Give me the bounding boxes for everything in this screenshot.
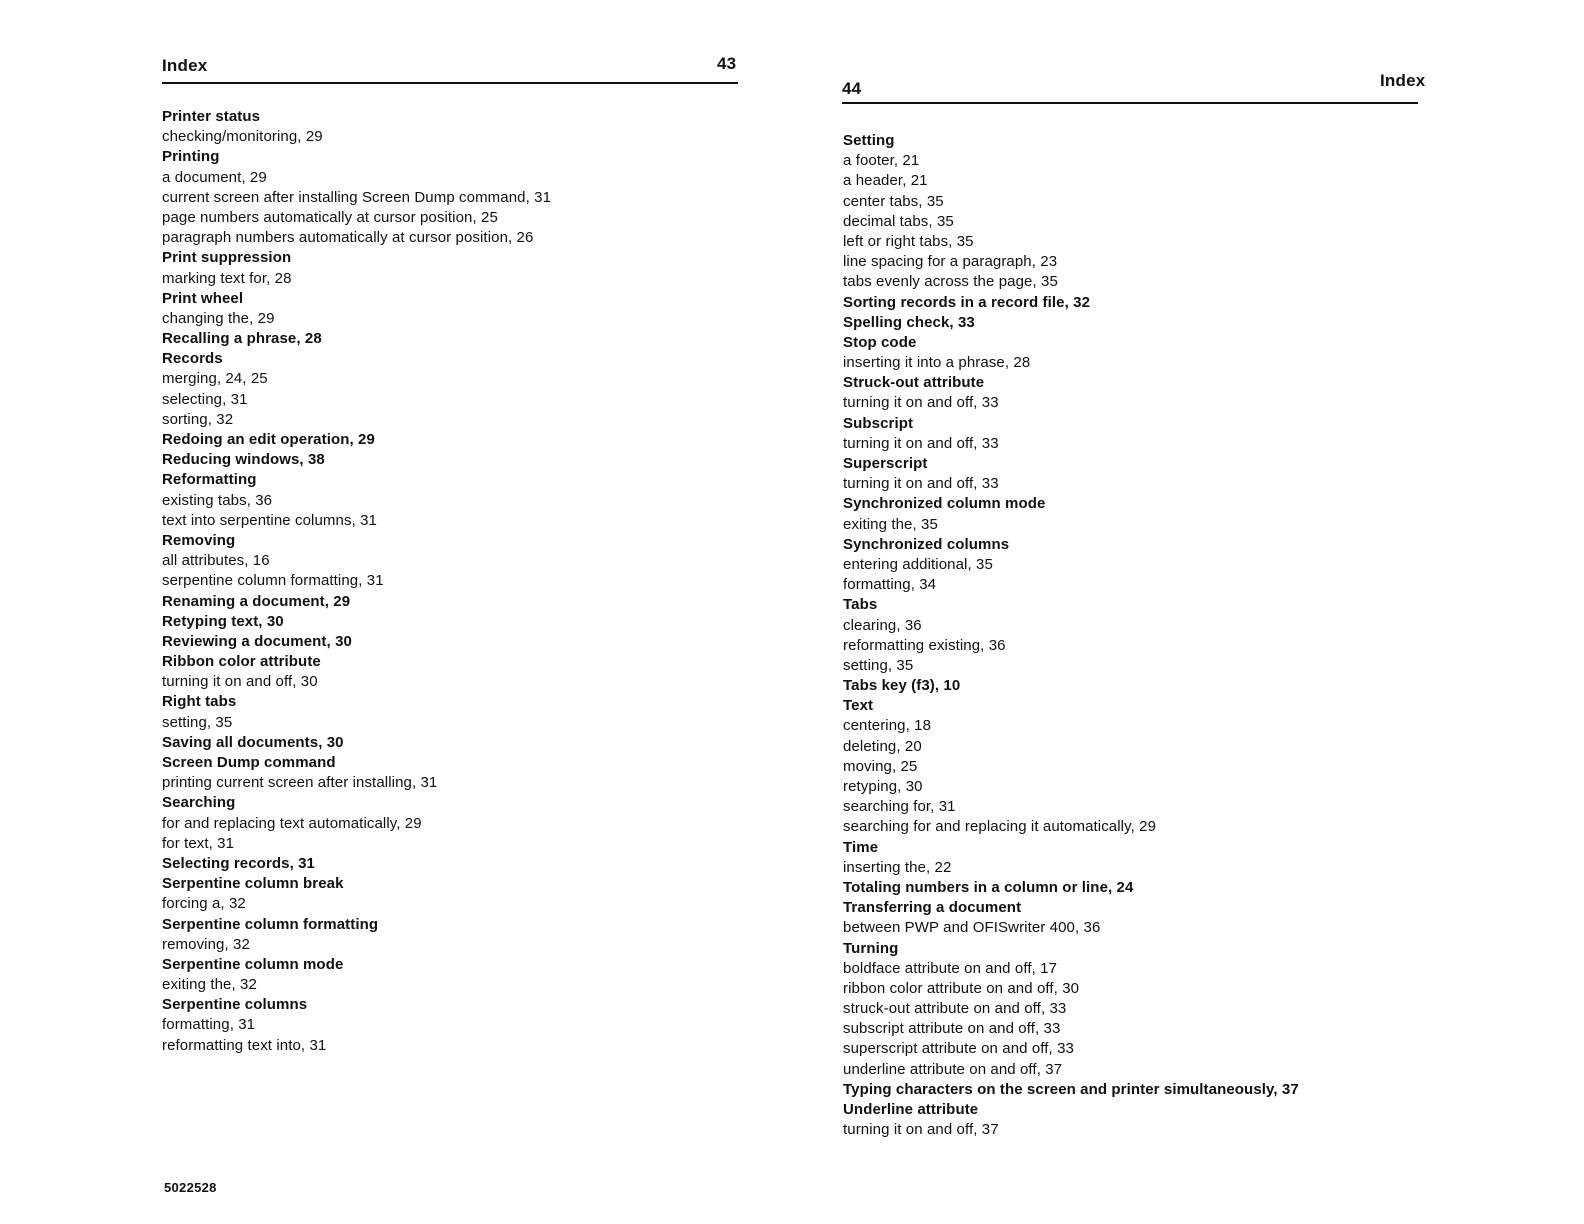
index-subentry: clearing, 36 [843,616,922,634]
index-heading: Typing characters on the screen and printer simultaneously, 37 [843,1080,1299,1098]
index-subentry: subscript attribute on and off, 33 [843,1020,1061,1038]
index-heading: Saving all documents, 30 [162,733,344,751]
index-heading: Synchronized columns [843,535,1010,553]
index-heading: Spelling check, 33 [843,313,975,331]
index-subentry: superscript attribute on and off, 33 [843,1040,1074,1058]
index-heading: Text [843,697,874,715]
index-subentry: deleting, 20 [843,737,922,755]
index-subentry: reformatting text into, 31 [162,1036,327,1054]
index-subentry: formatting, 34 [843,576,937,594]
index-heading: Synchronized column mode [843,495,1046,513]
index-heading: Printer status [162,108,261,125]
index-subentry: selecting, 31 [162,390,248,408]
index-entry-list [843,131,1299,1140]
page-number: 44 [842,79,862,98]
index-subentry: turning it on and off, 30 [162,673,318,691]
index-heading: Transferring a document [843,899,1022,917]
index-subentry: searching for, 31 [843,798,956,816]
index-heading: Subscript [843,414,914,432]
index-heading: Tabs [843,596,878,614]
index-subentry: struck-out attribute on and off, 33 [843,1000,1067,1018]
index-heading: Searching [162,794,236,812]
index-subentry: checking/monitoring, 29 [162,128,323,146]
index-heading: Screen Dump command [162,754,336,771]
index-subentry: left or right tabs, 35 [843,232,974,250]
index-heading: Serpentine column formatting [162,915,379,933]
index-heading: Setting [843,132,895,149]
index-subentry: turning it on and off, 33 [843,475,999,493]
index-heading: Right tabs [162,693,237,711]
index-heading: Serpentine column break [162,875,344,893]
index-subentry: tabs evenly across the page, 35 [843,273,1058,291]
index-subentry: setting, 35 [162,713,233,731]
index-subentry: moving, 25 [843,757,918,775]
index-subentry: exiting the, 35 [843,515,938,533]
index-subentry: sorting, 32 [162,410,234,428]
index-subentry: printing current screen after installing, 31 [162,774,438,792]
index-heading: Renaming a document, 29 [162,592,351,610]
index-subentry: between PWP and OFISwriter 400, 36 [843,919,1101,937]
index-entry-list [162,107,551,1056]
index-subentry: for text, 31 [162,834,235,852]
index-heading: Underline attribute [843,1101,979,1118]
index-subentry: retyping, 30 [843,778,923,795]
header-rule [842,102,1418,104]
index-heading: Removing [162,531,236,549]
index-heading: Serpentine columns [162,996,308,1014]
index-heading: Struck-out attribute [843,374,985,392]
index-heading: Selecting records, 31 [162,854,316,872]
index-heading: Retyping text, 30 [162,612,284,630]
index-subentry: text into serpentine columns, 31 [162,511,377,529]
index-subentry: exiting the, 32 [162,976,257,994]
index-subentry: marking text for, 28 [162,269,292,287]
index-subentry: centering, 18 [843,717,932,735]
index-subentry: changing the, 29 [162,309,275,327]
index-heading: Reviewing a document, 30 [162,632,352,650]
index-heading: Stop code [843,333,917,351]
index-subentry: boldface attribute on and off, 17 [843,959,1058,977]
index-subentry: line spacing for a paragraph, 23 [843,253,1058,271]
index-subentry: existing tabs, 36 [162,491,273,509]
index-subentry: setting, 35 [843,656,914,674]
index-heading: Recalling a phrase, 28 [162,330,322,348]
index-subentry: current screen after installing Screen Dump command, 31 [162,188,552,206]
index-subentry: inserting it into a phrase, 28 [843,354,1031,372]
index-heading: Print wheel [162,289,244,307]
index-subentry: removing, 32 [162,935,250,953]
index-subentry: for and replacing text automatically, 29 [162,814,422,832]
index-heading: Reducing windows, 38 [162,451,325,469]
index-subentry: entering additional, 35 [843,555,993,573]
index-heading: Superscript [843,455,928,472]
right-page [792,0,1584,1224]
page-number: 43 [717,54,737,73]
page-header-title: Index [162,56,208,75]
index-subentry: searching for and replacing it automatically, 29 [843,818,1157,836]
index-subentry: merging, 24, 25 [162,370,268,388]
index-heading: Records [162,350,223,368]
index-heading: Print suppression [162,249,292,267]
index-subentry: paragraph numbers automatically at cursor position, 26 [162,229,534,247]
index-subentry: turning it on and off, 33 [843,394,999,412]
index-heading: Tabs key (f3), 10 [843,677,961,695]
index-subentry: page numbers automatically at cursor position, 25 [162,208,498,226]
index-heading: Reformatting [162,471,257,489]
index-heading: Redoing an edit operation, 29 [162,431,375,448]
index-heading: Serpentine column mode [162,955,344,973]
index-subentry: turning it on and off, 37 [843,1121,999,1139]
index-heading: Totaling numbers in a column or line, 24 [843,878,1134,896]
index-heading: Turning [843,939,899,957]
document-code: 5022528 [164,1180,217,1195]
index-subentry: a footer, 21 [843,152,920,170]
index-subentry: reformatting existing, 36 [843,636,1006,654]
index-heading: Time [843,838,879,856]
index-subentry: ribbon color attribute on and off, 30 [843,979,1080,997]
header-rule [162,82,738,84]
index-heading: Sorting records in a record file, 32 [843,293,1091,311]
index-subentry: turning it on and off, 33 [843,434,999,452]
index-subentry: inserting the, 22 [843,858,952,876]
index-subentry: formatting, 31 [162,1016,256,1034]
index-heading: Printing [162,148,220,166]
index-subentry: center tabs, 35 [843,192,944,210]
index-subentry: all attributes, 16 [162,552,270,570]
index-heading: Ribbon color attribute [162,653,321,671]
index-subentry: underline attribute on and off, 37 [843,1060,1063,1078]
index-subentry: a document, 29 [162,168,267,186]
index-subentry: a header, 21 [843,172,928,190]
index-subentry: forcing a, 32 [162,895,246,913]
index-subentry: decimal tabs, 35 [843,212,954,230]
index-subentry: serpentine column formatting, 31 [162,572,384,590]
page-header-title: Index [1380,71,1426,90]
